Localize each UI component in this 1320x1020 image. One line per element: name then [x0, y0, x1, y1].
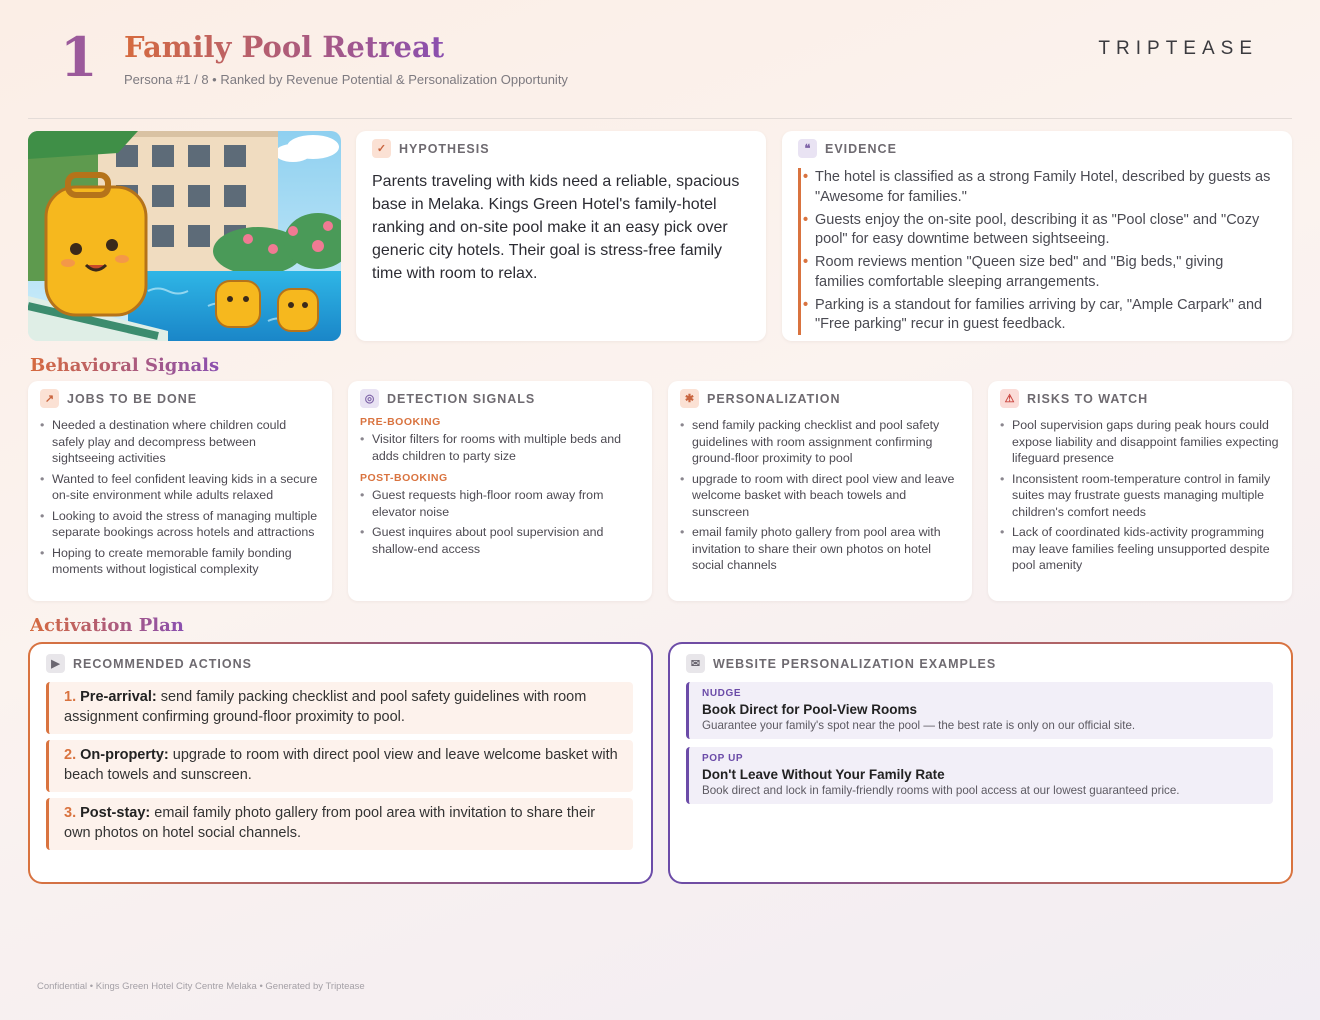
action-item	[46, 798, 633, 850]
page-title: Family Pool Retreat	[124, 30, 445, 64]
list-item: • Lack of coordinated kids-activity programming may leave families feeling unsupported despite pool amenity	[1000, 524, 1280, 574]
action-text: upgrade to room with direct pool view and leave welcome basket with beach towels and sunscreen.	[64, 747, 618, 783]
list-item: • Hoping to create memorable family bonding moments without logistical complexity	[40, 545, 320, 578]
website-personalization-panel	[668, 642, 1293, 884]
mail-icon: ✉	[686, 654, 705, 673]
pool-mascot-illustration	[28, 131, 341, 341]
header-divider	[28, 118, 1292, 119]
behavioral-section-title: Behavioral Signals	[30, 355, 220, 376]
hero-illustration	[28, 131, 341, 341]
evidence-item: • Guests enjoy the on-site pool, describing it as "Pool close" and "Cozy pool" for easy downtime between sightseeing.	[815, 211, 1276, 250]
hypothesis-heading: HYPOTHESIS	[399, 141, 490, 156]
hypothesis-text: Parents traveling with kids need a reliable, spacious base in Melaka. Kings Green Hotel's family-hotel ranking and on-site pool make it an easy pick over generic city hotels. Their goal is stress-free family time with room to relax.	[372, 173, 740, 282]
example-description: Book direct and lock in family-friendly rooms with pool access at our lowest guaranteed price.	[702, 784, 1180, 797]
warning-icon: ⚠	[1000, 389, 1019, 408]
evidence-list	[798, 168, 1276, 335]
example-tag: POP UP	[702, 753, 744, 764]
website-example	[686, 747, 1273, 804]
evidence-heading: EVIDENCE	[825, 141, 897, 156]
play-icon: ▶	[46, 654, 65, 673]
risks-card	[988, 381, 1292, 601]
action-number: 2.	[64, 747, 77, 763]
example-tag: NUDGE	[702, 688, 742, 699]
jobs-card	[28, 381, 332, 601]
pre-booking-label: PRE-BOOKING	[360, 416, 441, 428]
action-number: 3.	[64, 805, 77, 821]
detection-heading: DETECTION SIGNALS	[387, 391, 536, 406]
website-heading: WEBSITE PERSONALIZATION EXAMPLES	[713, 656, 997, 671]
list-item: • Needed a destination where children could safely play and decompress between sightseeing activities	[40, 417, 320, 467]
action-label: Post-stay:	[80, 805, 151, 821]
list-item: • Guest inquires about pool supervision and shallow-end access	[360, 524, 640, 557]
example-description: Guarantee your family's spot near the pool — the best rate is only on our official site.	[702, 719, 1136, 732]
list-item: • Inconsistent room-temperature control in family suites may frustrate guests managing multiple children's comfort needs	[1000, 471, 1280, 521]
post-booking-label: POST-BOOKING	[360, 472, 448, 484]
list-item: • Guest requests high-floor room away from elevator noise	[360, 487, 640, 520]
check-icon: ✓	[372, 139, 391, 158]
example-title: Book Direct for Pool-View Rooms	[702, 702, 918, 717]
evidence-card	[782, 131, 1292, 341]
list-item: • Looking to avoid the stress of managing multiple separate bookings across hotels and attractions	[40, 508, 320, 541]
action-item	[46, 682, 633, 734]
personalization-heading: PERSONALIZATION	[707, 391, 841, 406]
evidence-item: • The hotel is classified as a strong Family Hotel, described by guests as "Awesome for families."	[815, 168, 1276, 207]
jobs-heading: JOBS TO BE DONE	[67, 391, 198, 406]
hypothesis-card	[356, 131, 766, 341]
sparkle-icon: ✱	[680, 389, 699, 408]
example-title: Don't Leave Without Your Family Rate	[702, 767, 945, 782]
action-number: 1.	[64, 689, 77, 705]
arrow-up-right-icon: ↗	[40, 389, 59, 408]
activation-section-title: Activation Plan	[30, 615, 184, 636]
personalization-card	[668, 381, 972, 601]
action-text: email family photo gallery from pool area with invitation to share their own photos on hotel social channels.	[64, 805, 596, 841]
brand-logo: TRIPTEASE	[1098, 38, 1258, 59]
list-item: • Wanted to feel confident leaving kids in a secure on-site environment while adults relaxed	[40, 471, 320, 504]
detection-card	[348, 381, 652, 601]
list-item: • Pool supervision gaps during peak hours could expose liability and disappoint families expecting lifeguard presence	[1000, 417, 1280, 467]
list-item: • send family packing checklist and pool safety guidelines with room assignment confirming ground-floor proximity to pool	[680, 417, 960, 467]
target-icon: ◎	[360, 389, 379, 408]
persona-rank: 1	[60, 25, 98, 89]
action-label: Pre-arrival:	[80, 689, 157, 705]
list-item: • upgrade to room with direct pool view and leave welcome basket with beach towels and sunscreen	[680, 471, 960, 521]
recommended-actions-panel	[28, 642, 653, 884]
website-example	[686, 682, 1273, 739]
list-item: • Visitor filters for rooms with multiple beds and adds children to party size	[360, 431, 640, 464]
footer-text: Confidential • Kings Green Hotel City Centre Melaka • Generated by Triptease	[37, 981, 365, 992]
page-subtitle: Persona #1 / 8 • Ranked by Revenue Potential & Personalization Opportunity	[124, 72, 568, 87]
list-item: • email family photo gallery from pool area with invitation to share their own photos on hotel social channels	[680, 524, 960, 574]
evidence-item: • Parking is a standout for families arriving by car, "Ample Carpark" and "Free parking" recur in guest feedback.	[815, 296, 1276, 335]
action-text: send family packing checklist and pool safety guidelines with room assignment confirming ground-floor proximity to pool.	[64, 689, 587, 725]
action-label: On-property:	[80, 747, 169, 763]
quote-icon: ❝	[798, 139, 817, 158]
risks-heading: RISKS TO WATCH	[1027, 391, 1149, 406]
action-item	[46, 740, 633, 792]
actions-heading: RECOMMENDED ACTIONS	[73, 656, 252, 671]
evidence-item: • Room reviews mention "Queen size bed" and "Big beds," giving families comfortable sleeping arrangements.	[815, 253, 1276, 292]
